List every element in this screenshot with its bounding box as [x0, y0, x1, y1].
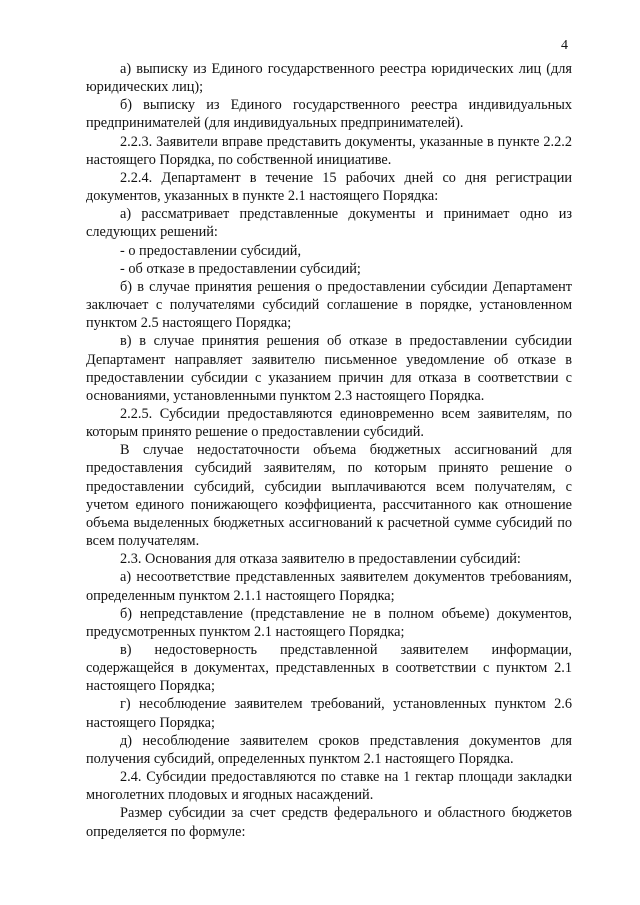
paragraph-ground-a: а) несоответствие представленных заявителем документов требованиям, определенным пунктом 2.1.1 настоящего Порядка; — [86, 569, 572, 604]
paragraph-2-2-4: 2.2.4. Департамент в течение 15 рабочих дней со дня регистрации документов, указанных в пункте 2.1 настоящего Порядка: — [86, 169, 572, 205]
paragraph-ground-d: г) несоблюдение заявителем требований, установленных пунктом 2.6 настоящего Порядка; — [86, 696, 572, 731]
list-item-grant-decision: - о предоставлении субсидий, — [120, 242, 302, 259]
paragraph-2-2-3: 2.2.3. Заявители вправе представить документы, указанные в пункте 2.2.2 настоящего Порядка, по собственной инициативе. — [86, 133, 572, 168]
paragraph-2-2-5: 2.2.5. Субсидии предоставляются единовременно всем заявителям, по которым принято решение о предоставлении субсидий. — [86, 405, 572, 441]
paragraph-review-documents: а) рассматривает представленные документы и принимает одно из следующих решений: — [86, 206, 572, 241]
document-body — [86, 60, 572, 881]
page-number: 4 — [561, 38, 568, 53]
paragraph-ground-e: д) несоблюдение заявителем сроков представления документов для получения субсидий, определенных пунктом 2.1 настоящего Порядка. — [86, 732, 572, 767]
paragraph-agreement: б) в случае принятия решения о предоставлении субсидии Департамент заключает с получателями субсидий соглашение в порядке, установленном пунктом 2.5 настоящего Порядка; — [86, 278, 572, 332]
paragraph-ground-c: в) недостоверность представленной заявителем информации, содержащейся в документах, представленных в соответствии с пунктом 2.1 настоящего Порядка; — [86, 642, 572, 695]
paragraph-extract-entrepreneurs: б) выписку из Единого государственного реестра индивидуальных предпринимателей (для индивидуальных предпринимателей). — [86, 97, 572, 132]
paragraph-extract-legal-entities: а) выписку из Единого государственного реестра юридических лиц (для юридических лиц); — [86, 61, 572, 96]
paragraph-ground-b: б) непредставление (представление не в полном объеме) документов, предусмотренных пунктом 2.1 настоящего Порядка; — [86, 605, 572, 640]
paragraph-2-4: 2.4. Субсидии предоставляются по ставке на 1 гектар площади закладки многолетних плодовых и ягодных насаждений. — [86, 769, 572, 804]
paragraph-2-3: 2.3. Основания для отказа заявителю в предоставлении субсидий: — [120, 551, 521, 568]
formula-area — [86, 841, 572, 881]
paragraph-budget-shortfall: В случае недостаточности объема бюджетных ассигнований для предоставления субсидий заявителям, по которым принято решение о предоставлении субсидий, субсидии выплачиваются всем получателям, с учетом единого понижающего коэффициента, рассчитанного как отношение объема выделенных бюджетных ассигнований к расчетной сумме субсидий по всем получателям. — [86, 442, 572, 550]
paragraph-refusal-notice: в) в случае принятия решения об отказе в предоставлении субсидии Департамент направляет заявителю письменное уведомление об отказе в предоставлении субсидии с указанием причин для отказа в соответствии с основаниями, установленными пунктом 2.3 настоящего Порядка. — [86, 333, 572, 404]
list-item-refusal-decision: - об отказе в предоставлении субсидий; — [120, 260, 361, 277]
paragraph-subsidy-formula-intro: Размер субсидии за счет средств федерального и областного бюджетов определяется по формуле: — [86, 805, 572, 840]
